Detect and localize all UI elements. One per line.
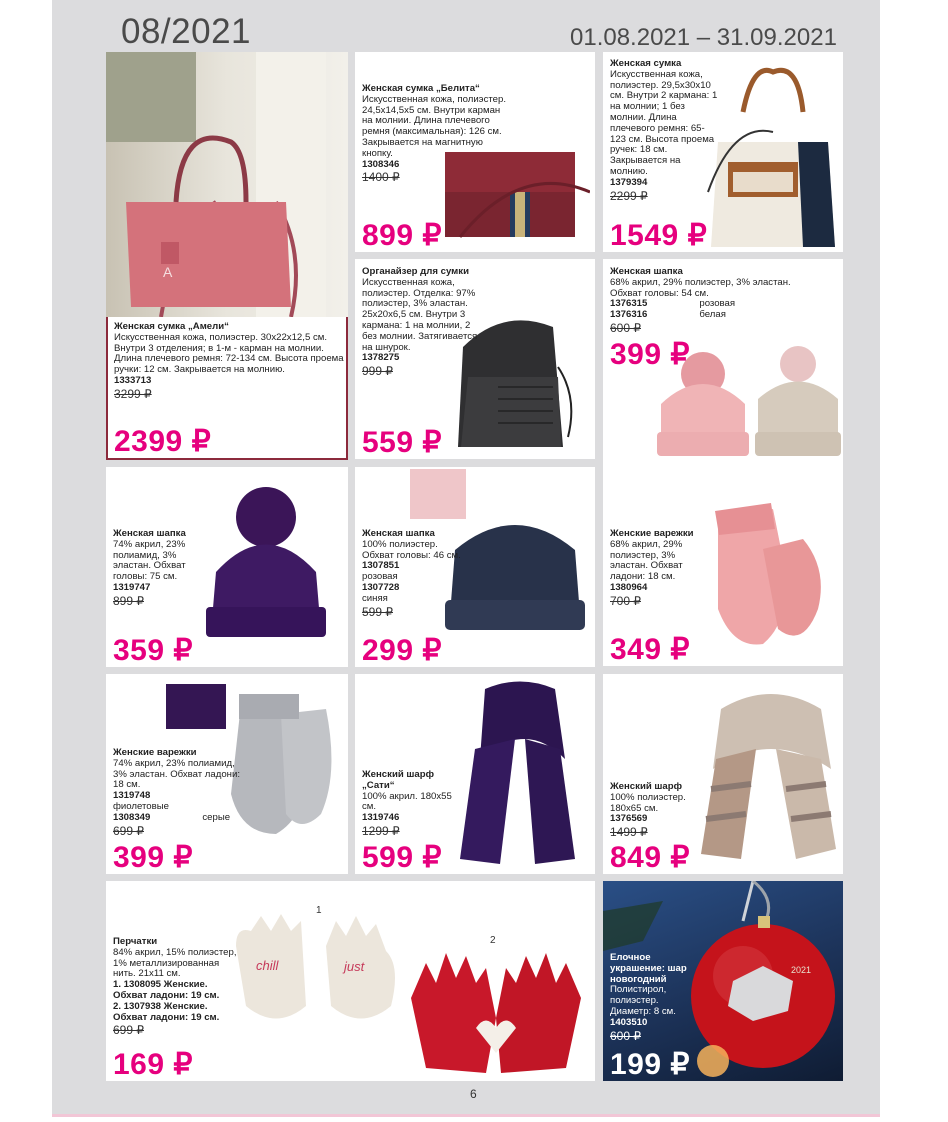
product-title: Женская шапка — [610, 266, 683, 277]
variant-line: 1. 1308095 Женские. Обхват ладони: 19 см. — [113, 979, 220, 1001]
product-price: 1549 ₽ — [610, 219, 708, 252]
product-price: 399 ₽ — [610, 338, 690, 371]
product-sku: 1307851 — [362, 560, 400, 572]
product-title: Женская сумка „Амели“ — [114, 321, 229, 332]
product-price: 559 ₽ — [362, 426, 442, 459]
product-sku: 1333713 — [114, 374, 152, 386]
product-description: 100% полиэстер. Обхват головы: 46 см. — [362, 538, 461, 561]
old-price: 999 ₽ — [362, 364, 393, 379]
product-description: 68% акрил, 29% полиэстер, 3% эластан. Обхват ладони: 18 см. — [610, 538, 683, 583]
old-price: 1400 ₽ — [362, 170, 400, 185]
page-bottom-line — [52, 1114, 880, 1117]
svg-text:A: A — [163, 264, 173, 280]
old-price: 699 ₽ — [113, 823, 144, 838]
variant-label: серые — [202, 811, 231, 823]
red-gloves-illustration — [406, 938, 586, 1078]
old-price: 3299 ₽ — [114, 386, 152, 401]
product-sku: 1376315 — [610, 298, 648, 310]
validity-dates: 01.08.2021 – 31.09.2021 — [570, 24, 837, 51]
old-price: 600 ₽ — [610, 1028, 641, 1043]
product-card-ornament[interactable] — [603, 881, 843, 1081]
old-price: 600 ₽ — [610, 320, 641, 335]
product-description: Искусственная кожа, полиэстер. 30x22x12,5 см. Внутри 3 отделения; в 1-м - карман на молнии. Длина плечевого ремня: 72-134 см. Высота проема ручки: 12 см. Закрывается на молнию. — [114, 331, 344, 376]
variant-label: розовая — [699, 298, 736, 310]
product-title: Женская шапка — [113, 528, 186, 539]
product-card-ameli[interactable] — [106, 52, 348, 460]
product-sku: 1308349 — [113, 811, 151, 823]
product-description: Искусственная кожа, полиэстер. Отделка: 97% полиэстер, 3% эластан. 25x20x6,5 см. Внутри 3 кармана: 1 на молнии, 2 без молнии. Затягивается на шнурок. — [362, 276, 478, 353]
product-sku: 1319748 — [113, 790, 151, 802]
variant-number: 1 — [316, 905, 322, 916]
product-price: 299 ₽ — [362, 634, 442, 667]
product-description: 74% акрил, 23% полиамид, 3% эластан. Обхват головы: 75 см. — [113, 538, 186, 583]
product-card-chenille-hat[interactable] — [355, 467, 595, 667]
product-card-gloves[interactable] — [106, 881, 595, 1081]
product-sku: 1380964 — [610, 581, 648, 593]
product-price: 399 ₽ — [113, 841, 193, 874]
product-title: Женский шарф „Сати“ — [362, 769, 434, 791]
variant-label: розовая — [362, 571, 398, 583]
product-card-sati-scarf[interactable] — [355, 674, 595, 874]
product-price: 359 ₽ — [113, 634, 193, 667]
product-card-check-scarf[interactable] — [603, 674, 843, 874]
old-price: 1499 ₽ — [610, 825, 648, 840]
purple-hat-illustration — [201, 482, 341, 642]
product-description: 74% акрил, 23% полиамид, 3% эластан. Обхват ладони: 18 см. — [113, 757, 240, 791]
product-price: 599 ₽ — [362, 841, 442, 874]
page-number: 6 — [470, 1087, 477, 1101]
product-sku: 1319747 — [113, 581, 151, 593]
product-price: 2399 ₽ — [114, 425, 212, 458]
product-price: 199 ₽ — [610, 1048, 690, 1081]
variant-label: фиолетовые — [113, 800, 169, 812]
old-price: 899 ₽ — [113, 593, 144, 608]
variant-number: 2 — [490, 935, 496, 946]
product-description: Полистирол, полиэстер. Диаметр: 8 см. — [610, 984, 676, 1017]
product-card-organizer[interactable] — [355, 259, 595, 459]
product-title: Женские варежки — [113, 747, 197, 758]
glove-print-text: chill — [256, 958, 279, 973]
old-price: 2299 ₽ — [610, 188, 648, 203]
product-sku: 1403510 — [610, 1016, 648, 1028]
product-title: Перчатки — [113, 936, 158, 947]
product-sku: 1379394 — [610, 176, 648, 188]
product-sku: 1307728 — [362, 581, 400, 593]
ornament-year-text: 2021 — [791, 965, 812, 975]
product-title: Женский шарф — [610, 781, 682, 792]
product-card-purple-hat[interactable] — [106, 467, 348, 667]
product-price: 349 ₽ — [610, 633, 690, 666]
product-title: Женская шапка — [362, 528, 435, 539]
product-title: Женские варежки — [610, 528, 694, 539]
product-title: Органайзер для сумки — [362, 266, 469, 277]
product-sku: 1308346 — [362, 158, 400, 170]
product-title: Елочное украшение: шар новогодний — [610, 952, 687, 985]
product-card-grey-mittens[interactable] — [106, 674, 348, 874]
product-description: 68% акрил, 29% полиэстер, 3% эластан. Обхват головы: 54 см. — [610, 276, 791, 299]
product-price: 169 ₽ — [113, 1048, 193, 1081]
issue-number: 08/2021 — [121, 12, 252, 51]
bag-illustration — [703, 62, 843, 252]
product-description: 84% акрил, 15% полиэстер, 1% металлизированная нить. 21x11 см. — [113, 946, 237, 980]
old-price: 699 ₽ — [113, 1023, 144, 1038]
check-scarf-illustration — [701, 679, 841, 869]
variant-line: 2. 1307938 Женские. Обхват ладони: 19 см. — [113, 1000, 220, 1023]
product-card-belita[interactable] — [355, 52, 595, 252]
old-price: 1299 ₽ — [362, 823, 400, 838]
product-description: 100% полиэстер. 180x65 см. — [610, 791, 686, 814]
old-price: 700 ₽ — [610, 593, 641, 608]
product-description: Искусственная кожа, полиэстер. 29,5x30x10 см. Внутри 2 кармана: 1 на молнии; 1 без молнии. Длина плечевого ремня: 65-123 см. Высота проема ручек: 18 см. Закрывается на молнию. — [610, 68, 718, 177]
purple-scarf-illustration — [455, 679, 585, 869]
bag-illustration — [106, 52, 348, 317]
pink-mittens-illustration — [693, 499, 833, 659]
variant-label: белая — [699, 309, 726, 321]
product-description: Искусственная кожа, полиэстер. 24,5x14,5x5 см. Внутри карман на молнии. Длина плечевого ремня (максимальная): 126 см. Закрывается на магнитную кнопку. — [362, 93, 506, 159]
product-sku: 1378275 — [362, 352, 400, 364]
product-card-hats-mittens[interactable] — [603, 259, 843, 666]
variant-label: синяя — [362, 592, 388, 604]
product-price: 849 ₽ — [610, 841, 690, 874]
product-title: Женская сумка „Белита“ — [362, 83, 480, 94]
product-description: 100% акрил. 180x55 см. — [362, 790, 452, 813]
product-price: 899 ₽ — [362, 219, 442, 252]
old-price: 599 ₽ — [362, 604, 393, 619]
product-sku: 1376569 — [610, 813, 648, 825]
product-title: Женская сумка — [610, 58, 682, 69]
glove-print-text: just — [344, 959, 365, 974]
product-sku: 1376316 — [610, 309, 648, 321]
product-sku: 1319746 — [362, 812, 400, 824]
product-card-tote[interactable] — [603, 52, 843, 252]
